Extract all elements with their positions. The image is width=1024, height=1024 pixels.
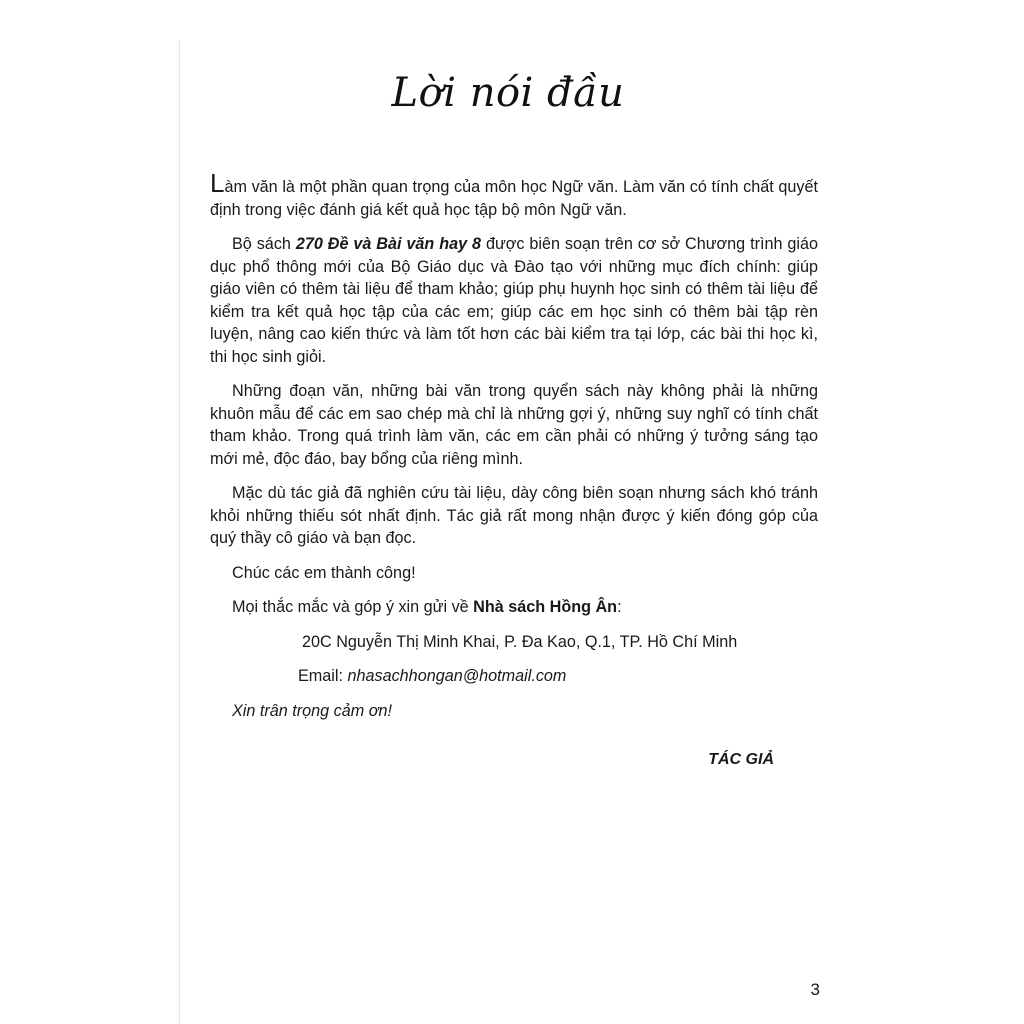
- preface-body: [210, 168, 818, 734]
- book-page: [180, 40, 836, 1024]
- publisher-name: Nhà sách Hồng Ân: [473, 598, 618, 616]
- book-title: 270 Đề và Bài văn hay 8: [295, 235, 482, 253]
- paragraph-4: Mặc dù tác giả đã nghiên cứu tài liệu, dày công biên soạn nhưng sách khó tránh khỏi những thiếu sót nhất định. Tác giả rất mong nhận được ý kiến đóng góp của quý thầy cô giáo và bạn đọc.: [210, 484, 818, 547]
- paragraph-1: [210, 168, 818, 221]
- page-number: 3: [810, 980, 820, 999]
- paragraph-6-post: :: [617, 598, 622, 616]
- author-signature: TÁC GIẢ: [708, 751, 774, 768]
- paragraph-6-pre: Mọi thắc mắc và góp ý xin gửi về: [232, 598, 474, 616]
- email-address[interactable]: nhasachhongan@hotmail.com: [347, 667, 567, 685]
- closing-line: Xin trân trọng cảm ơn!: [232, 701, 393, 720]
- page-title: Lời nói đầu: [391, 70, 625, 116]
- paragraph-2-post: được biên soạn trên cơ sở Chương trình giáo dục phổ thông mới của Bộ Giáo dục và Đào tạo với những mục đích chính: giúp giáo viên có thêm tài liệu để tham khảo; giúp phụ huynh học sinh có thêm tài liệu để kiểm tra kết quả học tập của các em; giúp các em học sinh có thêm bài tập rèn luyện, nâng cao kiến thức và làm tốt hơn các bài kiểm tra tại lớp, các bài thi học kì, thi học sinh giỏi.: [210, 235, 818, 366]
- paragraph-6: [210, 596, 818, 619]
- paragraph-1-text: àm văn là một phần quan trọng của môn học Ngữ văn. Làm văn có tính chất quyết định trong việc đánh giá kết quả học tập bộ môn Ngữ văn.: [210, 178, 818, 219]
- email-label: Email:: [298, 667, 348, 685]
- paragraph-2: [210, 233, 818, 368]
- contact-email-line: [210, 665, 818, 688]
- contact-address: 20C Nguyễn Thị Minh Khai, P. Đa Kao, Q.1, TP. Hồ Chí Minh: [302, 632, 738, 651]
- drop-cap: L: [210, 168, 225, 198]
- paragraph-2-pre: Bộ sách: [232, 235, 296, 253]
- paragraph-5: Chúc các em thành công!: [232, 563, 416, 582]
- paragraph-3: Những đoạn văn, những bài văn trong quyển sách này không phải là những khuôn mẫu để các em sao chép mà chỉ là những gợi ý, những suy nghĩ có tính chất tham khảo. Trong quá trình làm văn, các em cần phải có những ý tưởng sáng tạo mới mẻ, độc đáo, bay bổng của riêng mình.: [210, 382, 818, 468]
